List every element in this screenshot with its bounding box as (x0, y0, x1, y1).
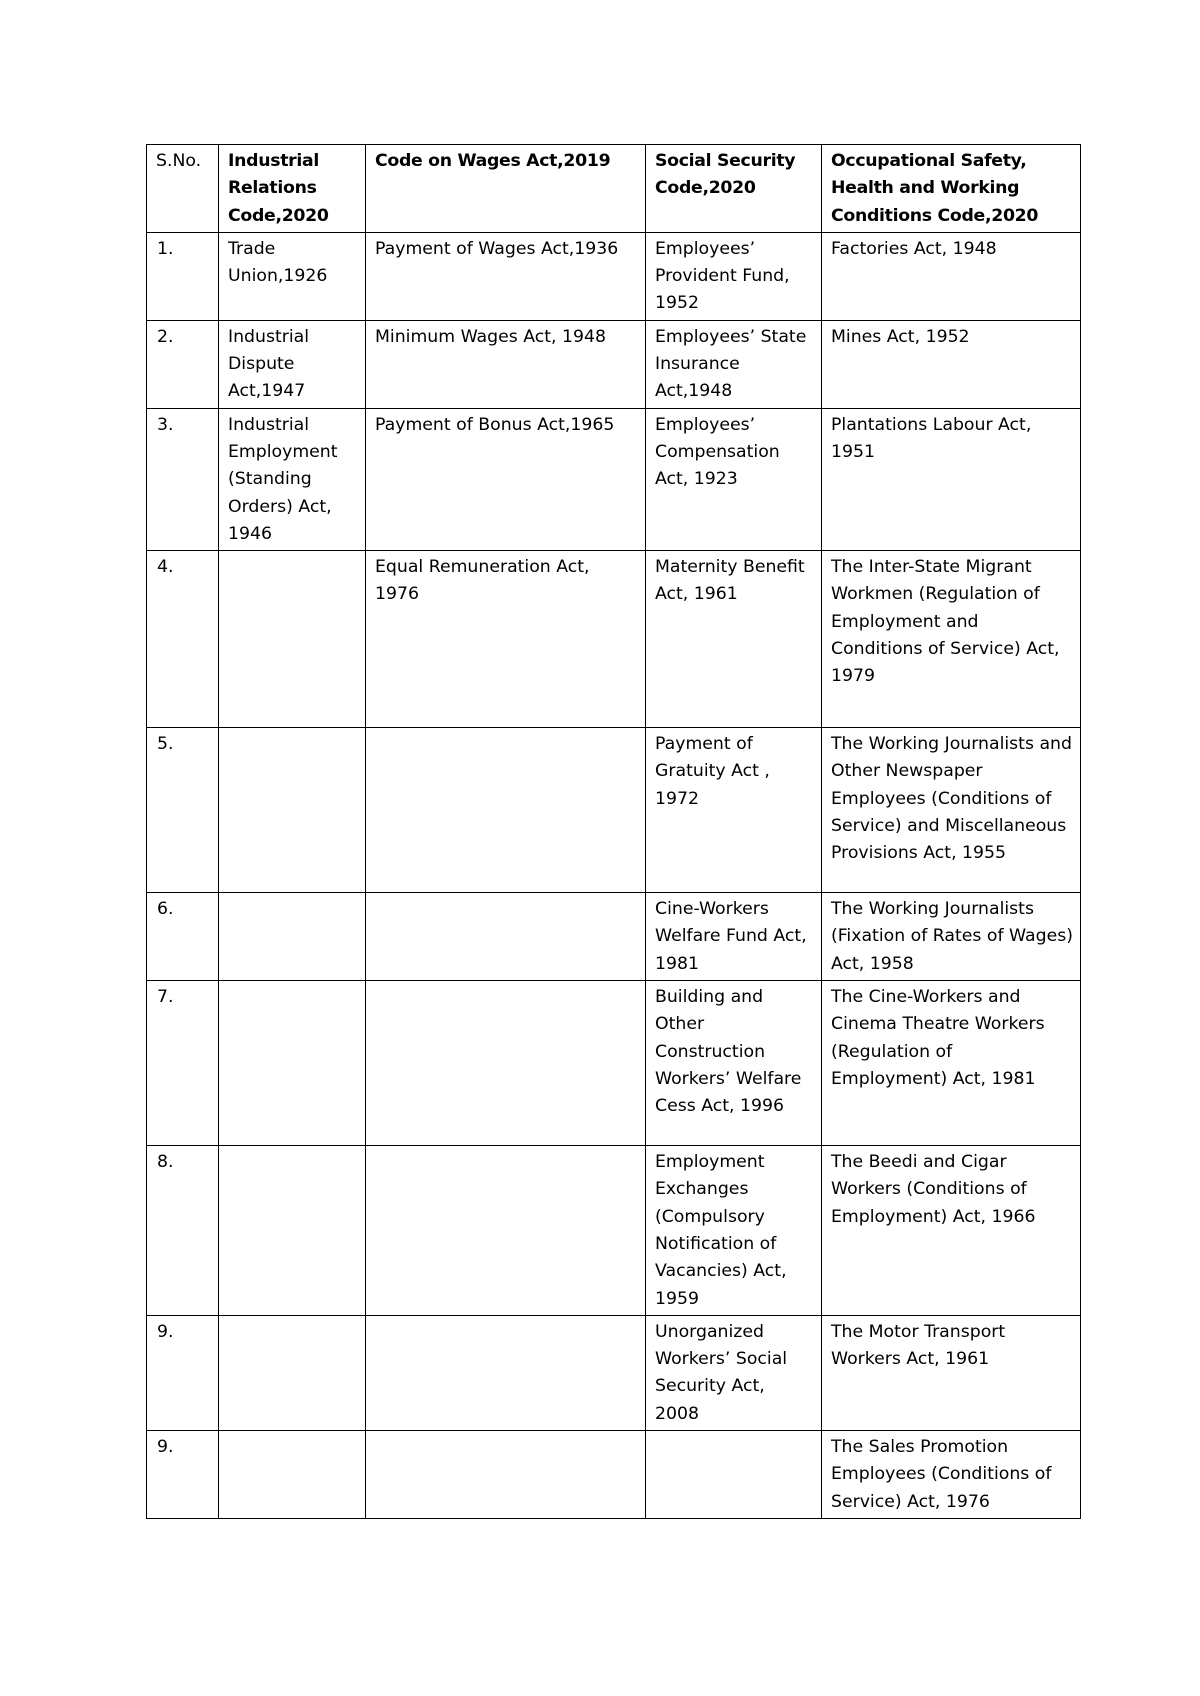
cell-social-security: Employees’ Compensation Act, 1923 (646, 408, 822, 550)
cell-sno: 5. (147, 728, 219, 893)
cell-industrial-relations (219, 1315, 366, 1430)
cell-sno: 8. (147, 1146, 219, 1316)
cell-osh: The Working Journalists and Other Newspaper Employees (Conditions of Service) and Miscellaneous Provisions Act, 1955 (822, 728, 1081, 893)
cell-sno: 3. (147, 408, 219, 550)
cell-industrial-relations: Industrial Dispute Act,1947 (219, 320, 366, 408)
table-row (147, 320, 1081, 408)
cell-code-on-wages (366, 728, 646, 893)
cell-code-on-wages (366, 893, 646, 981)
cell-industrial-relations: Industrial Employment (Standing Orders) Act, 1946 (219, 408, 366, 550)
cell-sno: 9. (147, 1315, 219, 1430)
table-row (147, 1146, 1081, 1316)
cell-industrial-relations (219, 728, 366, 893)
cell-sno: 1. (147, 232, 219, 320)
cell-industrial-relations (219, 1146, 366, 1316)
cell-code-on-wages: Minimum Wages Act, 1948 (366, 320, 646, 408)
cell-code-on-wages: Payment of Wages Act,1936 (366, 232, 646, 320)
cell-sno: 7. (147, 981, 219, 1146)
table-row (147, 1315, 1081, 1430)
table-row (147, 981, 1081, 1146)
cell-social-security: Unorganized Workers’ Social Security Act, 2008 (646, 1315, 822, 1430)
header-row (147, 145, 1081, 233)
cell-sno: 2. (147, 320, 219, 408)
cell-social-security: Employees’ Provident Fund, 1952 (646, 232, 822, 320)
cell-osh: The Beedi and Cigar Workers (Conditions of Employment) Act, 1966 (822, 1146, 1081, 1316)
cell-social-security: Employees’ State Insurance Act,1948 (646, 320, 822, 408)
cell-code-on-wages (366, 1146, 646, 1316)
header-osh-code: Occupational Safety, Health and Working Conditions Code,2020 (822, 145, 1081, 233)
cell-osh: The Motor Transport Workers Act, 1961 (822, 1315, 1081, 1430)
cell-code-on-wages: Equal Remuneration Act, 1976 (366, 551, 646, 728)
table-row (147, 232, 1081, 320)
cell-sno: 6. (147, 893, 219, 981)
cell-osh: Plantations Labour Act, 1951 (822, 408, 1081, 550)
cell-industrial-relations: Trade Union,1926 (219, 232, 366, 320)
cell-osh: Mines Act, 1952 (822, 320, 1081, 408)
cell-osh: Factories Act, 1948 (822, 232, 1081, 320)
cell-osh: The Inter-State Migrant Workmen (Regulation of Employment and Conditions of Service) Act, 1979 (822, 551, 1081, 728)
table-row (147, 1431, 1081, 1519)
header-industrial-relations-code: Industrial Relations Code,2020 (219, 145, 366, 233)
table-body (147, 232, 1081, 1518)
cell-social-security: Cine-Workers Welfare Fund Act, 1981 (646, 893, 822, 981)
header-social-security-code: Social Security Code,2020 (646, 145, 822, 233)
cell-code-on-wages (366, 1431, 646, 1519)
cell-osh: The Sales Promotion Employees (Conditions of Service) Act, 1976 (822, 1431, 1081, 1519)
header-sno: S.No. (147, 145, 219, 233)
cell-social-security: Payment of Gratuity Act , 1972 (646, 728, 822, 893)
cell-industrial-relations (219, 551, 366, 728)
cell-social-security: Employment Exchanges (Compulsory Notification of Vacancies) Act, 1959 (646, 1146, 822, 1316)
cell-sno: 4. (147, 551, 219, 728)
cell-social-security: Maternity Benefit Act, 1961 (646, 551, 822, 728)
table-row (147, 408, 1081, 550)
cell-sno: 9. (147, 1431, 219, 1519)
cell-osh: The Cine-Workers and Cinema Theatre Workers (Regulation of Employment) Act, 1981 (822, 981, 1081, 1146)
cell-industrial-relations (219, 893, 366, 981)
cell-social-security: Building and Other Construction Workers’ Welfare Cess Act, 1996 (646, 981, 822, 1146)
table-row (147, 551, 1081, 728)
cell-code-on-wages (366, 981, 646, 1146)
cell-industrial-relations (219, 1431, 366, 1519)
table-row (147, 728, 1081, 893)
labour-codes-table (146, 144, 1081, 1519)
cell-industrial-relations (219, 981, 366, 1146)
header-code-on-wages: Code on Wages Act,2019 (366, 145, 646, 233)
cell-osh: The Working Journalists (Fixation of Rates of Wages) Act, 1958 (822, 893, 1081, 981)
cell-social-security (646, 1431, 822, 1519)
cell-code-on-wages (366, 1315, 646, 1430)
table-row (147, 893, 1081, 981)
cell-code-on-wages: Payment of Bonus Act,1965 (366, 408, 646, 550)
